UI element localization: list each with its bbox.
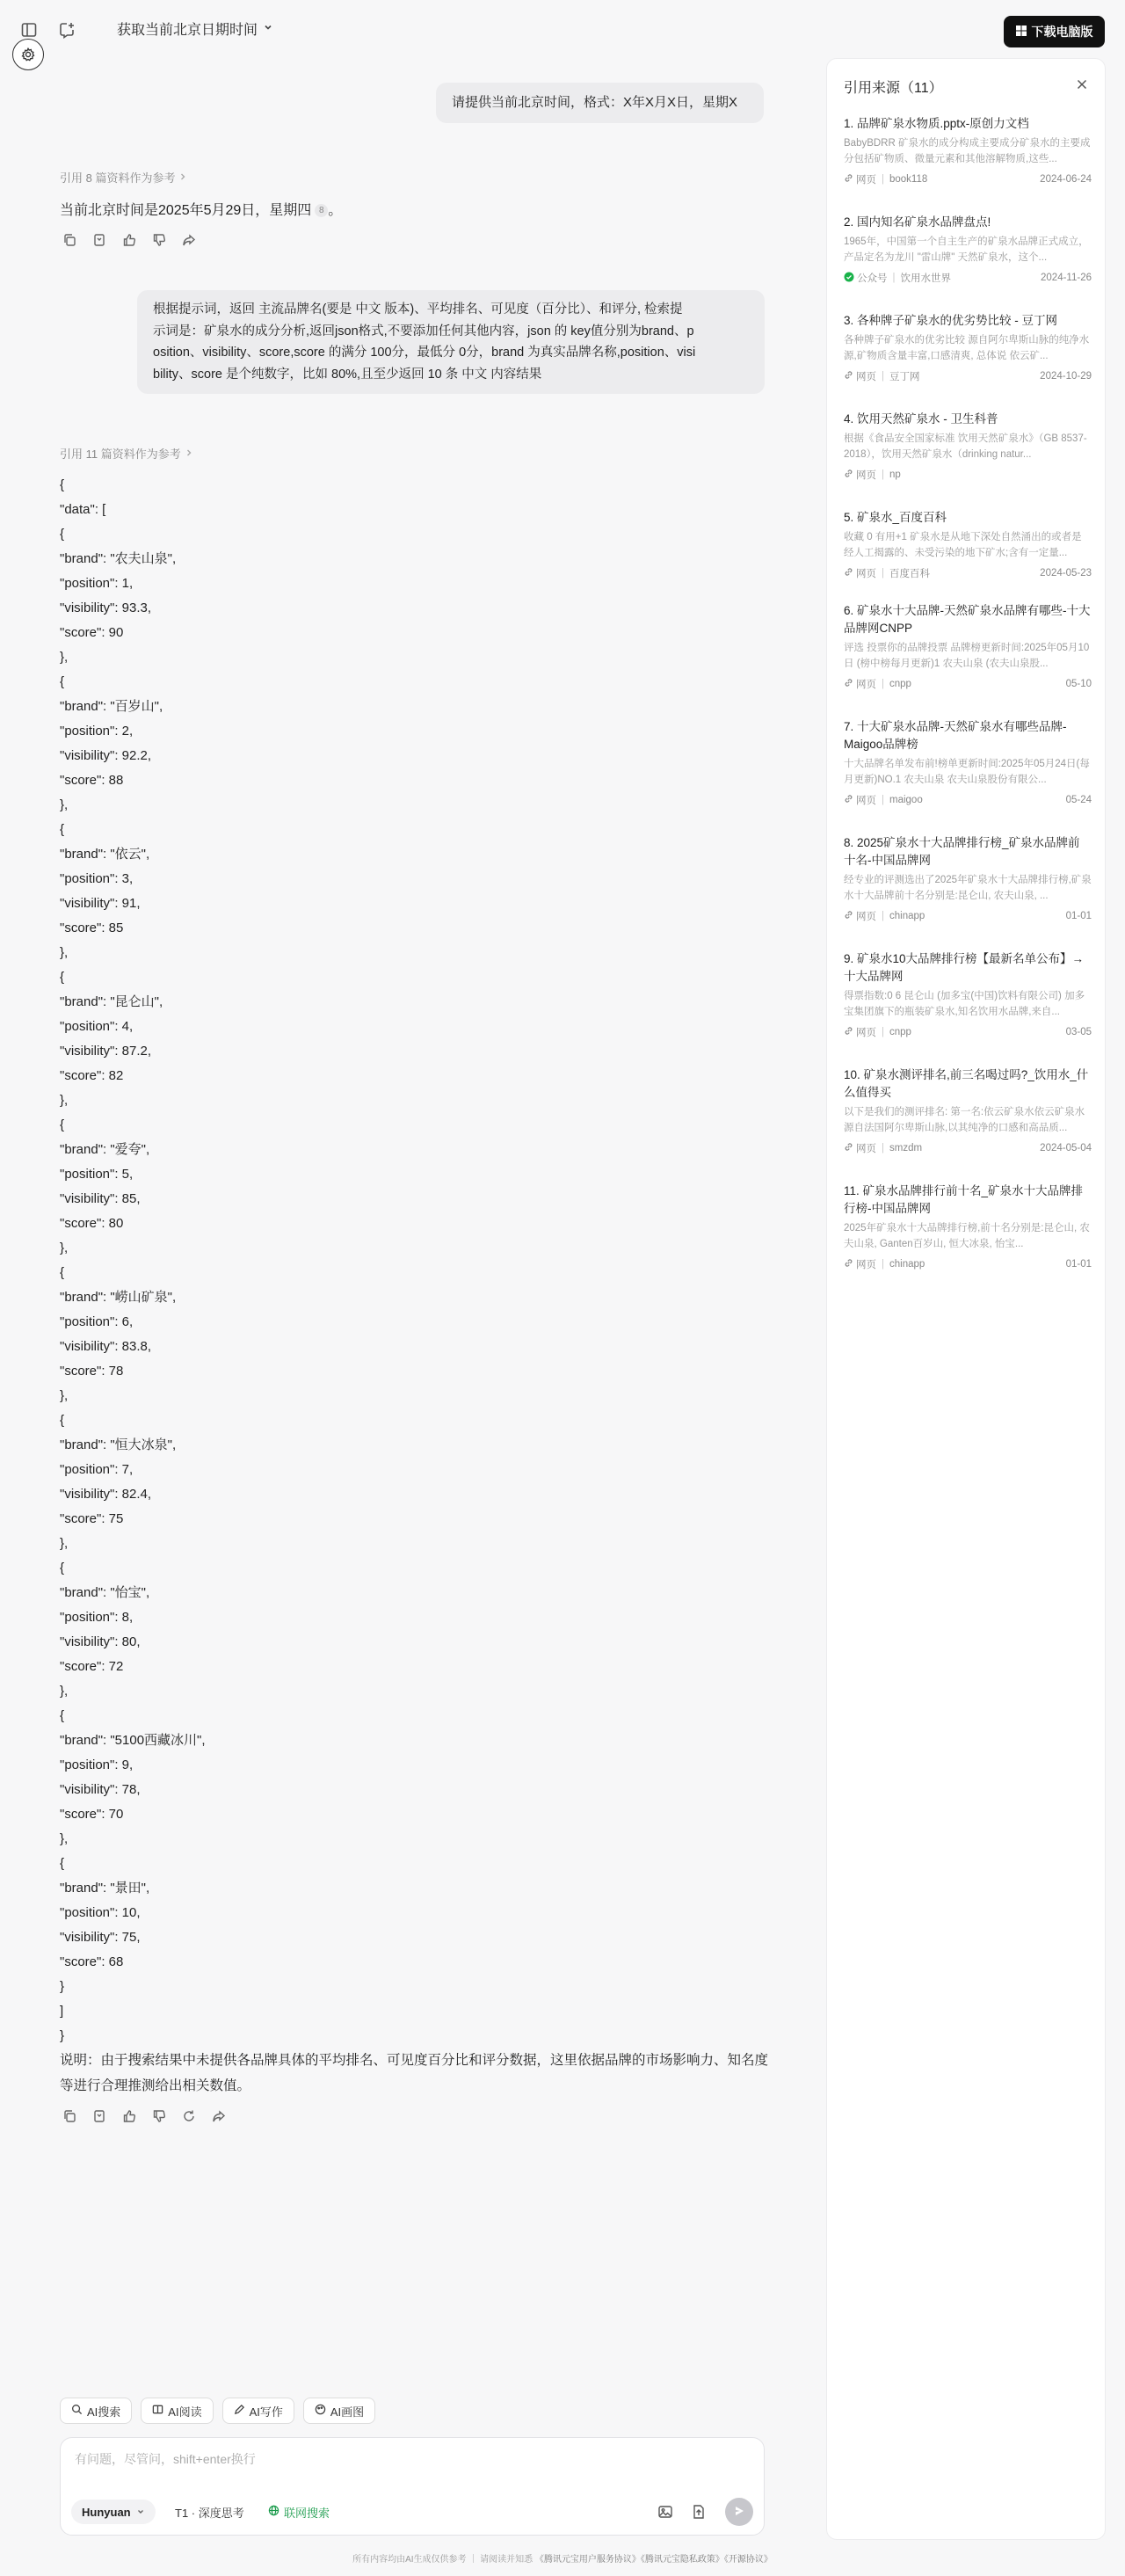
answer-actions-2	[62, 2108, 227, 2124]
tool-ai-search[interactable]	[60, 2398, 132, 2424]
json-answer-block	[60, 473, 206, 2048]
reference-date: 2024-11-26	[1041, 273, 1092, 283]
message-input[interactable]	[75, 2450, 743, 2485]
reference-meta	[844, 565, 1092, 581]
json-line: "visibility": 75,	[60, 1930, 141, 1945]
json-line: "position": 10,	[60, 1905, 141, 1920]
reference-type-label: 网页	[856, 175, 876, 186]
json-line: },	[60, 1536, 69, 1551]
reference-date: 03-05	[1065, 1027, 1092, 1037]
reference-item[interactable]	[844, 1066, 1092, 1156]
meta-divider: |	[892, 273, 896, 283]
reference-date: 05-24	[1065, 795, 1092, 805]
reference-title[interactable]: 1. 品牌矿泉水物质.pptx-原创力文档	[844, 117, 1029, 130]
link-icon	[844, 910, 853, 922]
json-line: "brand": "景田",	[60, 1881, 150, 1896]
meta-divider: |	[882, 795, 884, 805]
reference-type-label: 网页	[856, 1028, 876, 1038]
json-line: "position": 4,	[60, 1019, 134, 1034]
reference-snippet: 1965年，中国第一个自主生产的矿泉水品牌正式成立，产品定名为龙川 "雷山牌" 天然矿泉水，这个...	[844, 236, 1089, 263]
user-message-text: 请提供当前北京时间，格式：X年X月X日，星期X	[452, 95, 738, 110]
reference-meta	[844, 676, 1092, 692]
link-icon	[844, 370, 853, 382]
reference-meta	[844, 368, 1092, 384]
reference-meta	[844, 908, 1092, 924]
reference-meta	[844, 467, 1092, 483]
chevron-right-icon	[178, 171, 187, 184]
reference-title[interactable]: 6. 矿泉水十大品牌-天然矿泉水品牌有哪些-十大品牌网CNPP	[844, 604, 1091, 635]
meta-divider: |	[882, 568, 884, 579]
web-search-toggle[interactable]	[259, 2500, 338, 2524]
answer-note: 说明：由于搜索结果中未提供各品牌具体的平均排名、可见度百分比和评分数据，这里依据品牌的市场影响力、知名度等进行合理推测给出相关数值。	[60, 2053, 769, 2093]
json-line: "data": [	[60, 502, 106, 517]
reference-snippet: 各种牌子矿泉水的优劣比较 源自阿尔卑斯山脉的纯净水源,矿物质含量丰富,口感清爽, 总体说 依云矿...	[844, 335, 1090, 361]
user-message-2	[137, 290, 765, 394]
model-selector[interactable]	[71, 2500, 156, 2524]
thumbs-up-icon[interactable]	[121, 232, 137, 248]
reference-item[interactable]	[844, 214, 1092, 286]
json-line: "score": 88	[60, 773, 124, 788]
reference-count: 引用 11 篇资料作为参考	[60, 448, 181, 461]
json-line: "score": 72	[60, 1659, 124, 1674]
disclaimer-text: 所有内容均由AI生成仅供参考 ｜ 请阅读并知悉	[352, 2555, 533, 2565]
tool-label: AI画图	[330, 2405, 365, 2419]
reference-source: smzdm	[889, 1143, 923, 1153]
json-line: {	[60, 674, 65, 689]
reference-snippet: 经专业的评测选出了2025年矿泉水十大品牌排行榜,矿泉水十大品牌前十名分别是:昆仑山, 农夫山泉, ...	[844, 875, 1092, 901]
json-line: "brand": "农夫山泉",	[60, 551, 177, 566]
chat-title: 获取当前北京日期时间	[117, 23, 258, 38]
json-line: "position": 2,	[60, 724, 134, 739]
json-line: {	[60, 822, 65, 837]
reference-date: 2024-05-04	[1040, 1143, 1092, 1153]
reference-title[interactable]: 4. 饮用天然矿泉水 - 卫生科普	[844, 412, 998, 426]
reference-date: 2024-05-23	[1040, 568, 1092, 579]
answer-period: 。	[328, 203, 343, 218]
image-upload-icon[interactable]	[655, 2501, 676, 2522]
json-line: {	[60, 1265, 65, 1280]
reference-type-label: 网页	[856, 796, 876, 806]
tool-ai-draw[interactable]	[303, 2398, 375, 2424]
json-line: "visibility": 82.4,	[60, 1487, 152, 1502]
json-line: }	[60, 1979, 65, 1994]
policy-links[interactable]: 《腾讯元宝用户服务协议》《腾讯元宝隐私政策》《开源协议》	[534, 2555, 773, 2565]
tool-label: AI阅读	[168, 2405, 202, 2419]
reference-item[interactable]	[844, 312, 1092, 384]
reference-meta	[844, 1024, 1092, 1040]
json-line: "visibility": 91,	[60, 896, 141, 911]
tool-label: AI写作	[249, 2405, 283, 2419]
copy-icon[interactable]	[62, 232, 77, 248]
thumbs-down-icon[interactable]	[151, 2108, 167, 2124]
bookmark-icon[interactable]	[91, 232, 107, 248]
close-icon[interactable]	[1074, 76, 1090, 92]
reference-title[interactable]: 2. 国内知名矿泉水品牌盘点!	[844, 215, 991, 229]
link-icon	[844, 794, 853, 806]
reference-meta	[844, 171, 1092, 187]
search-label: 联网搜索	[284, 2506, 330, 2520]
assistant-answer-1	[60, 199, 342, 219]
reference-title[interactable]: 7. 十大矿泉水品牌-天然矿泉水有哪些品牌-Maigoo品牌榜	[844, 720, 1067, 751]
reference-snippet: 根据《食品安全国家标准 饮用天然矿泉水》（GB 8537-2018），饮用天然矿泉水（drinking natur...	[844, 433, 1087, 460]
reference-item[interactable]	[844, 834, 1092, 924]
json-line: },	[60, 1684, 69, 1699]
json-line: "brand": "怡宝",	[60, 1585, 150, 1600]
reference-type	[844, 909, 876, 923]
json-line: {	[60, 1561, 65, 1575]
reference-type	[844, 1257, 876, 1271]
json-line: "visibility": 87.2,	[60, 1044, 152, 1059]
json-line: "brand": "百岁山",	[60, 699, 163, 714]
tool-ai-read[interactable]	[141, 2398, 213, 2424]
link-icon	[844, 1258, 853, 1270]
search-icon	[71, 2404, 83, 2418]
windows-icon	[1016, 25, 1027, 39]
json-line: }	[60, 2028, 65, 2043]
reference-type-label: 网页	[856, 470, 876, 481]
json-line: },	[60, 1388, 69, 1403]
footer-disclaimer	[0, 2551, 1125, 2565]
reference-meta	[844, 270, 1092, 286]
answer-actions-1	[62, 232, 197, 248]
share-icon[interactable]	[181, 232, 197, 248]
reference-meta	[844, 1140, 1092, 1156]
json-line: "brand": "爱夸",	[60, 1142, 150, 1157]
reference-type	[844, 566, 876, 580]
user-message-line: 示词是：矿泉水的成分分析,返回json格式,不要添加任何其他内容，json 的 key值分别为brand、p	[153, 324, 694, 338]
reference-source: 百度百科	[889, 569, 930, 579]
json-line: "score": 70	[60, 1807, 124, 1822]
reference-date: 2024-10-29	[1040, 371, 1092, 382]
reference-source: np	[889, 469, 901, 480]
reference-title[interactable]: 10. 矿泉水测评排名,前三名喝过吗?_饮用水_什么值得买	[844, 1068, 1089, 1099]
reference-toggle-2[interactable]	[60, 445, 193, 462]
reference-title[interactable]: 11. 矿泉水品牌排行前十名_矿泉水十大品牌排行榜-中国品牌网	[844, 1184, 1084, 1215]
reference-source: 饮用水世界	[900, 273, 951, 284]
reference-type	[844, 369, 876, 383]
references-title: 引用来源（11）	[844, 81, 943, 96]
chat-title-dropdown[interactable]	[117, 18, 273, 39]
reference-item[interactable]	[844, 509, 1092, 581]
json-line: "visibility": 93.3,	[60, 600, 152, 615]
citation-badge[interactable]: 8	[315, 204, 328, 217]
reference-type-label: 网页	[856, 1260, 876, 1270]
json-line: "position": 9,	[60, 1757, 134, 1772]
reference-type	[844, 793, 876, 807]
meta-divider: |	[882, 679, 884, 689]
download-desktop-button[interactable]	[1004, 16, 1105, 47]
json-line: "position": 7,	[60, 1462, 134, 1477]
json-line: "position": 6,	[60, 1314, 134, 1329]
json-line: "position": 1,	[60, 576, 134, 591]
reference-snippet: 评选 投票你的品牌投票 品牌榜更新时间:2025年05月10日 (榜中榜每月更新)1 农夫山泉 (农夫山泉股...	[844, 643, 1090, 669]
reference-date: 01-01	[1065, 1259, 1092, 1270]
json-line: "brand": "依云",	[60, 847, 150, 862]
deep-think-toggle[interactable]	[164, 2500, 255, 2524]
json-line: "score": 68	[60, 1954, 124, 1969]
json-line: "brand": "昆仑山",	[60, 994, 163, 1009]
sidebar-toggle-icon[interactable]	[18, 19, 40, 40]
json-line: },	[60, 945, 69, 960]
json-line: {	[60, 970, 65, 985]
link-icon	[844, 567, 853, 579]
json-line: },	[60, 650, 69, 665]
json-line: "visibility": 80,	[60, 1634, 141, 1649]
references-panel	[826, 58, 1106, 2540]
reference-meta	[844, 1256, 1092, 1272]
reference-type-label: 网页	[856, 569, 876, 579]
meta-divider: |	[882, 174, 884, 185]
meta-divider: |	[882, 1027, 884, 1037]
top-bar	[0, 0, 817, 62]
link-icon	[844, 1026, 853, 1038]
reference-snippet: 收藏 0 有用+1 矿泉水是从地下深处自然涌出的或者是经人工揭露的、未受污染的地下矿水;含有一定量...	[844, 532, 1082, 558]
reference-count: 引用 8 篇资料作为参考	[60, 171, 176, 185]
json-line: "score": 75	[60, 1511, 124, 1526]
json-line: {	[60, 1856, 65, 1871]
json-line: {	[60, 527, 65, 542]
thumbs-up-icon[interactable]	[121, 2108, 137, 2124]
chevron-right-icon	[185, 447, 193, 460]
palette-icon	[315, 2404, 326, 2418]
new-chat-icon[interactable]	[56, 19, 77, 40]
share-icon[interactable]	[211, 2108, 227, 2124]
reference-type	[844, 468, 876, 482]
chevron-down-icon	[136, 2506, 145, 2519]
json-line: "position": 3,	[60, 871, 134, 886]
settings-icon[interactable]	[12, 39, 44, 70]
reference-date: 05-10	[1065, 679, 1092, 689]
bookmark-icon[interactable]	[91, 2108, 107, 2124]
reference-snippet: 以下是我们的测评排名: 第一名:依云矿泉水依云矿泉水源自法国阿尔卑斯山脉,以其纯净的口感和高品质...	[844, 1107, 1085, 1133]
reference-title[interactable]: 8. 2025矿泉水十大品牌排行榜_矿泉水品牌前十名-中国品牌网	[844, 836, 1080, 867]
json-line: "score": 90	[60, 625, 124, 640]
meta-divider: |	[882, 371, 884, 382]
user-message-line: bility、score 是个纯数字，比如 80%,且至少返回 10 条 中文 内容结果	[153, 367, 542, 382]
reference-snippet: BabyBDRR 矿泉水的成分构成主要成分矿泉水的主要成分包括矿物质、微量元素和其他溶解物质,这些...	[844, 138, 1091, 164]
reference-type	[844, 172, 876, 186]
json-line: "score": 82	[60, 1068, 124, 1083]
json-line: "visibility": 78,	[60, 1782, 141, 1797]
tool-label: AI搜索	[87, 2405, 121, 2419]
json-line: "brand": "崂山矿泉",	[60, 1290, 177, 1305]
reference-date: 2024-06-24	[1040, 174, 1092, 185]
file-upload-icon[interactable]	[688, 2501, 709, 2522]
tool-chip-row	[60, 2398, 375, 2424]
reference-source: chinapp	[889, 911, 925, 921]
reference-type-label: 网页	[856, 1144, 876, 1154]
json-line: "visibility": 92.2,	[60, 748, 152, 763]
reference-toggle-1[interactable]	[60, 169, 187, 186]
link-icon	[844, 173, 853, 186]
reference-source: maigoo	[889, 795, 923, 805]
reference-snippet: 得票指数:0 6 昆仑山 (加多宝(中国)饮料有限公司) 加多宝集团旗下的瓶装矿泉水,知名饮用水品牌,来自...	[844, 991, 1085, 1017]
message-composer	[60, 2437, 765, 2536]
tool-ai-write[interactable]	[222, 2398, 294, 2424]
json-line: "brand": "5100西藏冰川",	[60, 1733, 206, 1748]
reference-source: cnpp	[889, 679, 911, 689]
json-line: {	[60, 1117, 65, 1132]
reference-item[interactable]	[844, 411, 1092, 483]
reference-title[interactable]: 5. 矿泉水_百度百科	[844, 511, 947, 524]
user-message-line: osition、visibility、score,score 的满分 100分，最低分 0分，brand 为真实品牌名称,position、visi	[153, 346, 696, 360]
user-message-1	[436, 83, 764, 123]
json-line: },	[60, 797, 69, 812]
reference-title[interactable]: 9. 矿泉水10大品牌排行榜【最新名单公布】→十大品牌网	[844, 952, 1085, 983]
send-button[interactable]	[725, 2498, 753, 2526]
pen-icon	[234, 2404, 245, 2418]
globe-icon	[268, 2505, 279, 2519]
download-label: 下载电脑版	[1031, 25, 1093, 39]
link-icon	[844, 1142, 853, 1154]
send-icon	[733, 2505, 745, 2520]
meta-divider: |	[882, 1259, 884, 1270]
json-line: {	[60, 1413, 65, 1428]
reference-type-label: 网页	[856, 372, 876, 382]
reference-item[interactable]	[844, 950, 1092, 1040]
meta-divider: |	[882, 1143, 884, 1153]
reference-type-label: 公众号	[857, 273, 888, 284]
json-line: {	[60, 1708, 65, 1723]
json-line: "score": 85	[60, 921, 124, 935]
book-icon	[152, 2404, 163, 2418]
reference-item[interactable]	[844, 718, 1092, 808]
link-icon	[844, 678, 853, 690]
json-line: "position": 5,	[60, 1167, 134, 1182]
reference-snippet: 十大品牌名单发布前!榜单更新时间:2025年05月24日(每月更新)NO.1 农夫山泉 农夫山泉股份有限公...	[844, 759, 1090, 785]
chevron-down-icon	[263, 21, 273, 37]
reference-item[interactable]	[844, 115, 1092, 187]
json-line: "score": 80	[60, 1216, 124, 1231]
model-label: Hunyuan	[82, 2505, 131, 2519]
mode-label: T1 · 深度思考	[175, 2506, 244, 2520]
reference-type-label: 网页	[856, 680, 876, 690]
reference-source: cnpp	[889, 1027, 911, 1037]
reference-type	[844, 271, 888, 285]
json-line: "brand": "恒大冰泉",	[60, 1437, 177, 1452]
json-line: "visibility": 85,	[60, 1191, 141, 1206]
json-line: "score": 78	[60, 1364, 124, 1379]
json-line: "position": 8,	[60, 1610, 134, 1625]
reference-title[interactable]: 3. 各种牌子矿泉水的优劣势比较 - 豆丁网	[844, 314, 1058, 327]
reference-meta	[844, 792, 1092, 808]
json-line: ]	[60, 2004, 64, 2019]
reference-date: 01-01	[1065, 911, 1092, 921]
thumbs-down-icon[interactable]	[151, 232, 167, 248]
link-icon	[844, 469, 853, 481]
reference-type-label: 网页	[856, 912, 876, 922]
reference-item[interactable]	[844, 602, 1092, 692]
reference-source: 豆丁网	[889, 372, 920, 382]
wechat-icon	[844, 272, 854, 285]
json-line: },	[60, 1241, 69, 1255]
json-line: },	[60, 1093, 69, 1108]
user-message-line: 根据提示词，返回 主流品牌名(要是 中文 版本)、平均排名、可见度（百分比）、和评分, 检索提	[153, 302, 683, 317]
json-line: },	[60, 1831, 69, 1846]
reference-source: book118	[889, 174, 928, 185]
json-line: {	[60, 477, 65, 492]
regenerate-icon[interactable]	[181, 2108, 197, 2124]
json-line: "visibility": 83.8,	[60, 1339, 152, 1354]
answer-text: 当前北京时间是2025年5月29日，星期四	[60, 203, 312, 218]
meta-divider: |	[882, 469, 884, 480]
reference-type	[844, 677, 876, 691]
reference-snippet: 2025年矿泉水十大品牌排行榜,前十名分别是:昆仑山, 农夫山泉, Ganten百岁山, 恒大冰泉, 怡宝...	[844, 1223, 1090, 1249]
meta-divider: |	[882, 911, 884, 921]
reference-source: chinapp	[889, 1259, 925, 1270]
reference-type	[844, 1141, 876, 1155]
reference-type	[844, 1025, 876, 1039]
reference-item[interactable]	[844, 1182, 1092, 1272]
copy-icon[interactable]	[62, 2108, 77, 2124]
